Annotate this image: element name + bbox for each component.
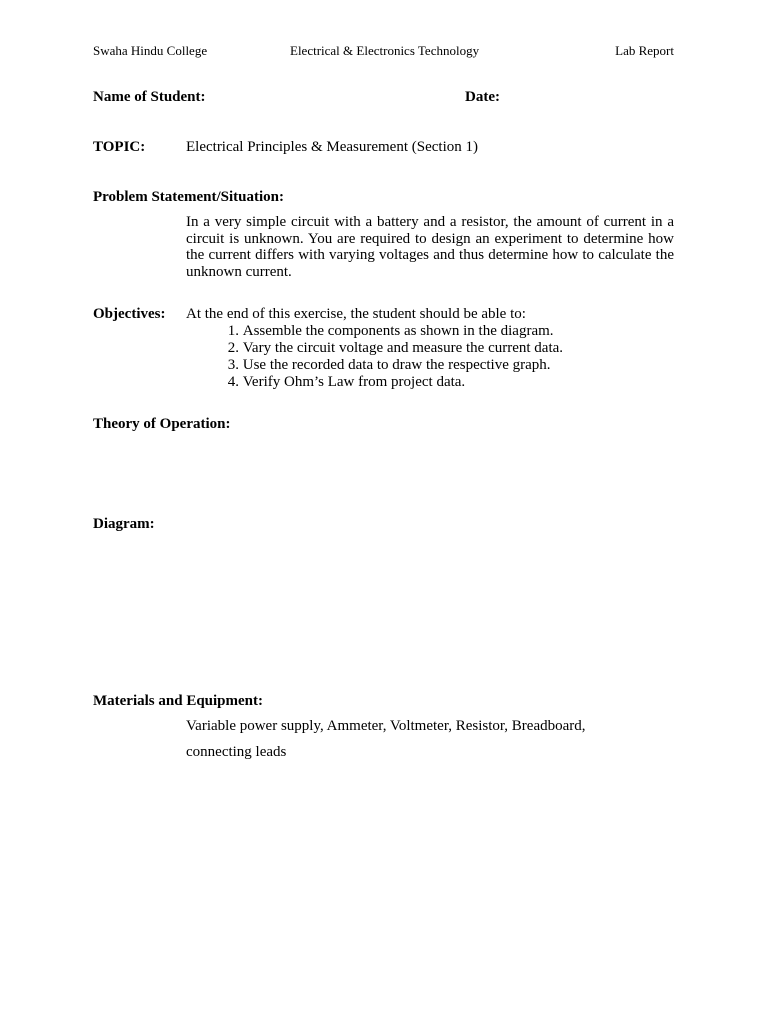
objectives-intro: At the end of this exercise, the student should be able to: — [186, 306, 526, 322]
problem-heading: Problem Statement/Situation: — [93, 189, 284, 205]
problem-text: In a very simple circuit with a battery and a resistor, the amount of current in a circuit is unknown. You are required to design an experiment to determine how the current differs with varying voltages and thus determine how to calculate the unknown current. — [186, 214, 674, 280]
objectives-list — [219, 323, 563, 391]
list-item — [219, 340, 563, 357]
list-item-number: 3. — [227, 357, 239, 373]
list-item — [219, 357, 563, 374]
objective-1-text: Assemble the components as shown in the diagram. — [242, 323, 554, 339]
objective-4-text: Verify Ohm’s Law from project data. — [242, 374, 466, 390]
list-item-text — [239, 323, 554, 340]
list-item-number: 1. — [227, 323, 239, 339]
date-label: Date: — [465, 89, 500, 105]
topic-value: Electrical Principles & Measurement (Section 1) — [186, 139, 478, 155]
header-report-type: Lab Report — [615, 43, 674, 58]
list-item-text — [239, 374, 465, 391]
header-college: Swaha Hindu College — [93, 43, 208, 58]
diagram-heading: Diagram: — [93, 516, 155, 532]
materials-line-2: connecting leads — [186, 744, 287, 760]
theory-heading: Theory of Operation: — [93, 416, 231, 432]
list-item — [219, 374, 563, 391]
objective-3-text: Use the recorded data to draw the respective graph. — [242, 357, 551, 373]
header-department: Electrical & Electronics Technology — [290, 43, 480, 58]
materials-heading: Materials and Equipment: — [93, 693, 264, 709]
student-name-label: Name of Student: — [93, 89, 206, 105]
list-item-number: 2. — [227, 340, 239, 356]
list-item — [219, 323, 563, 340]
materials-line-1: Variable power supply, Ammeter, Voltmeter, Resistor, Breadboard, — [186, 718, 586, 734]
list-item-number: 4. — [227, 374, 239, 390]
topic-label: TOPIC: — [93, 139, 146, 155]
list-item-text — [239, 340, 563, 357]
objectives-label: Objectives: — [93, 306, 166, 322]
list-item-text — [239, 357, 551, 374]
objective-2-text: Vary the circuit voltage and measure the current data. — [242, 340, 564, 356]
